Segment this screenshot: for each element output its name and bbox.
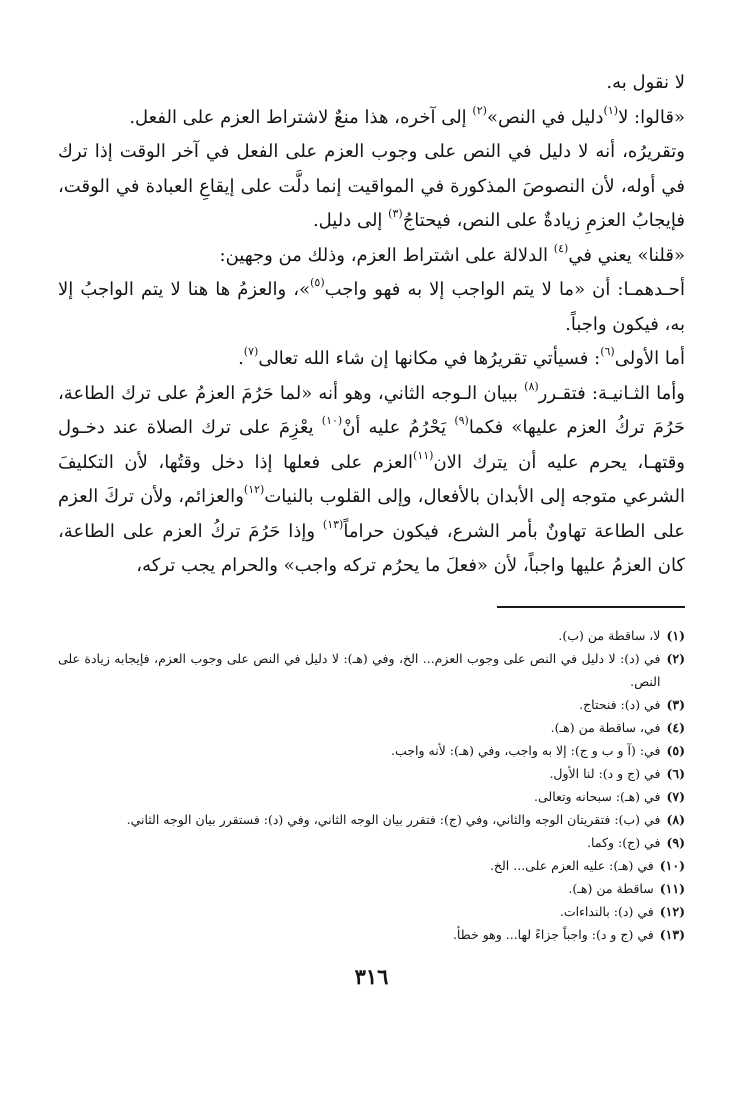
paragraph-1 (58, 101, 685, 136)
footnote-9 (58, 831, 685, 854)
text-segment: »، والعزمُ ها هنا لا يتم الواجبُ إلا به، فيكون واجباً. (58, 279, 685, 335)
paragraph-2 (58, 135, 685, 239)
text-segment: الدلالة على اشتراط العزم، وذلك من وجهين: (219, 244, 549, 266)
page-content (58, 66, 685, 946)
footnote-number: (٥) (666, 742, 685, 758)
text-segment: العزم على فعلها إذا دخل وقتُها، لأن التكليفَ الشرعي متوجه إلى الأبدان بالأفعال، وإلى القلوب بالنيات (58, 451, 685, 507)
text-segment: إلى آخره، هذا منعٌ لاشتراط العزم على الفعل. (129, 106, 467, 128)
footnote-ref: (٩) (454, 414, 469, 427)
footnote-ref: (١٣) (322, 517, 344, 531)
text-segment: . (238, 348, 244, 369)
paragraph-4 (58, 273, 685, 342)
text-segment: إلى دليل. (312, 210, 383, 231)
footnote-number: (١) (666, 627, 685, 643)
text-segment: يَحْرُمُ عليه أنْ (342, 417, 447, 438)
footnote-13 (58, 923, 685, 946)
footnote-text: في (د): بالنداءات. (559, 903, 654, 919)
footnote-number: (٨) (666, 811, 685, 827)
footnote-number: (٧) (666, 788, 685, 804)
footnote-2 (58, 647, 685, 693)
text-segment: يعْزِمَ على ترك الصلاة عند دخـول وقتهـا، يحرم عليه أن يترك الان (58, 417, 685, 473)
footnotes (58, 624, 685, 946)
footnote-text: في (ج): وكما. (587, 834, 661, 850)
text-segment: أما الأولى (614, 348, 685, 369)
footnote-ref: (٥) (310, 276, 325, 289)
text-segment: أحـدهمـا: أن «ما لا يتم الواجب إلا به فهو واجب (324, 279, 685, 300)
footnote-number: (٢) (666, 650, 685, 666)
text-segment: وتقريرُه، أنه لا دليل في النص على وجوب العزم على الفعل في آخر الوقت إذا ترك في أوله، لأن النصوصَ المذكورة في المواقيت إنما دلَّت على إيقاعِ العبادة في الوقت، فإيجابُ العزمِ زيادةٌ على النص، فيحتاجُ (58, 141, 685, 231)
footnote-text: في (د): لا دليل في النص على وجوب العزم... الخ، وفي (هـ): لا دليل في النص على وجوب العزم، فإيجابه زيادة على النص. (58, 650, 661, 689)
paragraph-5 (58, 342, 685, 377)
main-text (58, 66, 685, 584)
footnote-text: ساقطة من (هـ). (568, 880, 654, 896)
footnote-text: في، ساقطة من (هـ). (550, 719, 661, 735)
page-number: ٣١٦ (354, 964, 389, 989)
footnote-ref: (٦) (600, 345, 615, 358)
footnote-number: (١٢) (659, 903, 685, 919)
footnote-ref: (٨) (524, 379, 539, 393)
footnote-6 (58, 762, 685, 785)
footnote-1 (58, 624, 685, 647)
footnote-3 (58, 693, 685, 716)
footnote-text: في (ج و د): لنا الأول. (549, 765, 661, 781)
paragraph-0 (58, 66, 685, 101)
footnote-text: لا، ساقطة من (ب). (558, 627, 661, 643)
footnote-10 (58, 854, 685, 877)
footnote-text: في (ج و د): واجباً جزاءً لها... وهو خطأ. (452, 926, 654, 942)
footnote-ref: (٧) (243, 345, 259, 358)
footnote-divider (497, 606, 685, 608)
paragraph-6 (58, 377, 685, 584)
footnote-7 (58, 785, 685, 808)
footnote-number: (١١) (659, 880, 685, 896)
footnote-4 (58, 716, 685, 739)
footnote-ref: (١) (603, 103, 619, 117)
text-segment: ببيان الـوجه الثاني، وهو أنه «لما حَرُمَ العزمُ على ترك الطاعة، حَرُمَ تركُ العزم عليها» فكما (58, 382, 685, 438)
footnote-ref: (١٠) (321, 414, 343, 427)
text-segment: وإذا حَرُمَ تركُ العزم على الطاعة، كان العزمُ عليها واجباً، لأن «فعلَ ما يحرُم تركه واجب» والحرام يجب تركه، (58, 520, 685, 576)
footnote-number: (٦) (666, 765, 685, 781)
text-segment: لا نقول به. (606, 72, 685, 93)
footnote-text: في: (آ و ب و ج): إلا به واجب، وفي (هـ): لأنه واجب. (391, 742, 661, 758)
footnote-number: (١٣) (659, 926, 685, 942)
paragraph-3 (58, 239, 685, 274)
footnote-text: في (د): فنحتاج. (579, 696, 661, 712)
text-segment: وأما الثـانيـة: فتقـرر (538, 382, 685, 404)
text-segment: والعزائم، ولأن تركَ العزم على الطاعة تهاونٌ بأمر الشرع، فيكون حراماً (58, 486, 685, 542)
footnote-number: (١٠) (659, 857, 685, 873)
footnote-ref: (٢) (472, 103, 487, 117)
footnote-12 (58, 900, 685, 923)
text-segment: : فسيأتي تقريرُها في مكانها إن شاء الله تعالى (258, 348, 601, 369)
footnote-ref: (١٢) (243, 483, 265, 496)
text-segment: دليل في النص» (486, 106, 604, 128)
footnote-ref: (٣) (388, 207, 403, 220)
footnote-text: في (ب): فتقريتان الوجه والثاني، وفي (ج): فتقرر بيان الوجه الثاني، وفي (د): فستقرر بيان الوجه الثاني. (126, 811, 661, 827)
footnote-5 (58, 739, 685, 762)
text-segment: «قلنا» يعني في (568, 244, 685, 266)
footnote-ref: (١١) (413, 448, 434, 462)
footnote-number: (٩) (666, 834, 685, 850)
footnote-11 (58, 877, 685, 900)
footnote-text: في (هـ): سبحانه وتعالى. (534, 788, 661, 804)
footnote-number: (٤) (666, 719, 685, 735)
text-segment: «قالوا: لا (618, 106, 685, 128)
footnote-8 (58, 808, 685, 831)
footnote-ref: (٤) (553, 241, 569, 255)
footnote-number: (٣) (666, 696, 685, 712)
footnote-text: في (هـ): عليه العزم على... الخ. (489, 857, 654, 873)
